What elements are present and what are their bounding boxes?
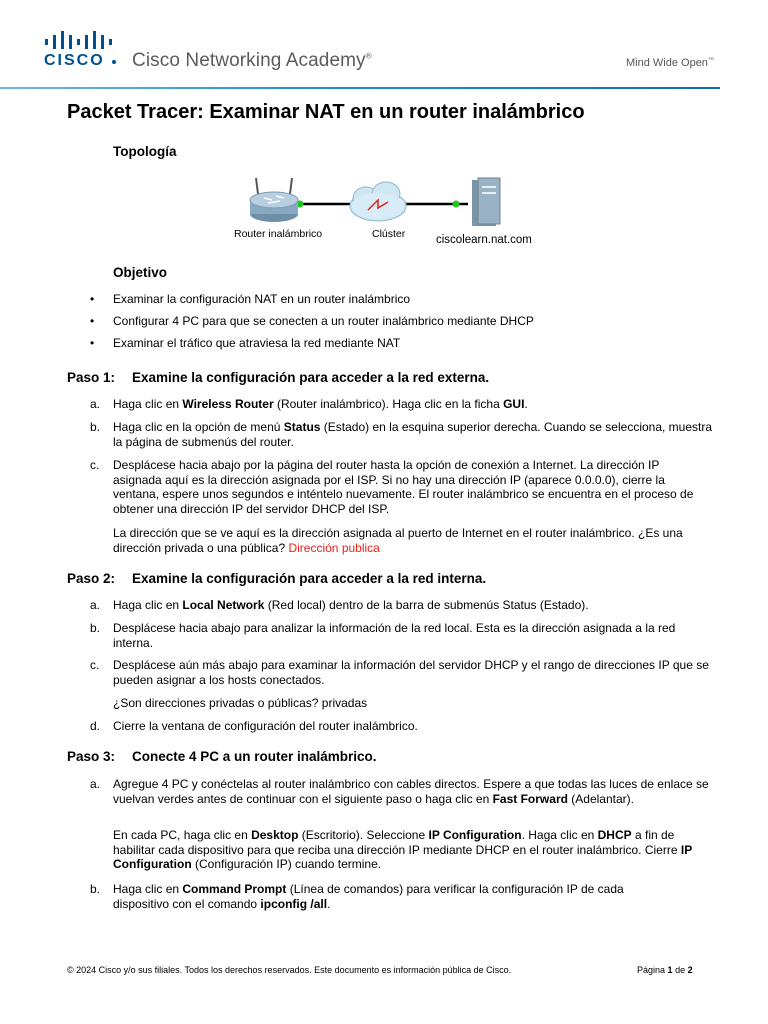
objective-item: Configurar 4 PC para que se conecten a un router inalámbrico mediante DHCP bbox=[113, 314, 534, 328]
link-light-4 bbox=[453, 201, 460, 208]
cisco-wordmark: CISCO bbox=[44, 52, 105, 69]
cisco-bridge-icon bbox=[44, 30, 114, 50]
server-label: ciscolearn.nat.com bbox=[436, 234, 532, 246]
step1-question: La dirección que se ve aquí es la dirección asignada al puerto de Internet en el router inalámbrico. ¿Es una dirección privada o una pública? Dirección publica bbox=[113, 526, 683, 555]
step3-heading: Paso 3: Conecte 4 PC a un router inalámbrico. bbox=[67, 749, 377, 764]
step3-b-text: Haga clic en Command Prompt (Línea de comandos) para verificar la configuración IP de cada dispositivo con el comando ipconfig /all. bbox=[113, 882, 624, 911]
step1-c-letter: c. bbox=[90, 458, 100, 472]
step2-c-letter: c. bbox=[90, 658, 100, 672]
objective-item: Examinar el tráfico que atraviesa la red mediante NAT bbox=[113, 336, 401, 350]
objective-item: Examinar la configuración NAT en un router inalámbrico bbox=[113, 292, 411, 306]
step1-heading: Paso 1: Examine la configuración para acceder a la red externa. bbox=[67, 370, 490, 385]
step2-d-letter: d. bbox=[90, 719, 101, 733]
step1-a-text: Haga clic en Wireless Router (Router inalámbrico). Haga clic en la ficha GUI. bbox=[113, 397, 528, 411]
wireless-router-icon bbox=[250, 178, 298, 222]
step2-c-text: Desplácese aún más abajo para examinar la información del servidor DHCP y el rango de direcciones IP que se pueden asignar a los hosts conectados. bbox=[113, 658, 709, 687]
page-title: Packet Tracer: Examinar NAT en un router inalámbrico bbox=[67, 101, 585, 123]
bullet-marker: • bbox=[90, 292, 95, 306]
step3-b-letter: b. bbox=[90, 882, 101, 896]
footer-copyright: © 2024 Cisco y/o sus filiales. Todos los derechos reservados. Este documento es información pública de Cisco. bbox=[67, 965, 512, 975]
step3-a-letter: a. bbox=[90, 777, 101, 791]
cluster-cloud-icon bbox=[350, 182, 406, 221]
tagline: Mind Wide Open™ bbox=[626, 57, 714, 69]
step2-a-text: Haga clic en Local Network (Red local) dentro de la barra de submenús Status (Estado). bbox=[113, 598, 589, 612]
step3-a-text: Agregue 4 PC y conéctelas al router inalámbrico con cables directos. Espere a que todas las luces de enlace se vuelvan verdes antes de continuar con el siguiente paso o haga clic en Fast Forward (Adelantar). bbox=[113, 777, 709, 806]
topology-diagram bbox=[228, 174, 548, 250]
header-rule bbox=[0, 87, 720, 89]
footer-page: Página 1 de 2 bbox=[637, 965, 693, 975]
bullet-marker: • bbox=[90, 336, 95, 350]
cluster-label: Clúster bbox=[372, 228, 406, 240]
step2-a-letter: a. bbox=[90, 598, 101, 612]
step2-question: ¿Son direcciones privadas o públicas? privadas bbox=[113, 696, 368, 710]
step2-heading: Paso 2: Examine la configuración para acceder a la red interna. bbox=[67, 571, 487, 586]
step1-answer: Dirección publica bbox=[288, 540, 380, 555]
step1-b-letter: b. bbox=[90, 420, 101, 434]
step2-b-letter: b. bbox=[90, 621, 101, 635]
bullet-marker: • bbox=[90, 314, 95, 328]
step1-a-letter: a. bbox=[90, 397, 101, 411]
step1-b-text: Haga clic en la opción de menú Status (Estado) en la esquina superior derecha. Cuando se selecciona, muestra la página de submenús del router. bbox=[113, 420, 713, 449]
step2-b-text: Desplácese hacia abajo para analizar la información de la red local. Esta es la dirección asignada a la red interna. bbox=[113, 621, 676, 650]
topology-heading: Topología bbox=[113, 144, 177, 159]
objective-heading: Objetivo bbox=[113, 265, 168, 280]
logo-dot bbox=[112, 60, 116, 64]
step2-d-text: Cierre la ventana de configuración del router inalámbrico. bbox=[113, 719, 418, 733]
step3-paragraph: En cada PC, haga clic en Desktop (Escritorio). Seleccione IP Configuration. Haga clic en DHCP a fin de habilitar cada dispositivo para que reciba una dirección IP mediante DHCP en el router inalámbrico. Cierre IP Configuration (Configuración IP) cuando termine. bbox=[113, 828, 692, 871]
server-icon bbox=[472, 178, 500, 226]
router-label: Router inalámbrico bbox=[234, 228, 323, 240]
academy-name: Cisco Networking Academy® bbox=[132, 50, 372, 71]
step1-c-text: Desplácese hacia abajo por la página del router hasta la opción de conexión a Internet. La dirección IP asignada aquí es la dirección asignada por el ISP. Si no hay una dirección IP (aparece 0.0.0.0), cierre la ventana, espere unos segundos e inténtelo nuevamente. El router inalámbrico se encuentra en el proceso de obtener una dirección IP del servidor DHCP del ISP. bbox=[113, 458, 694, 516]
